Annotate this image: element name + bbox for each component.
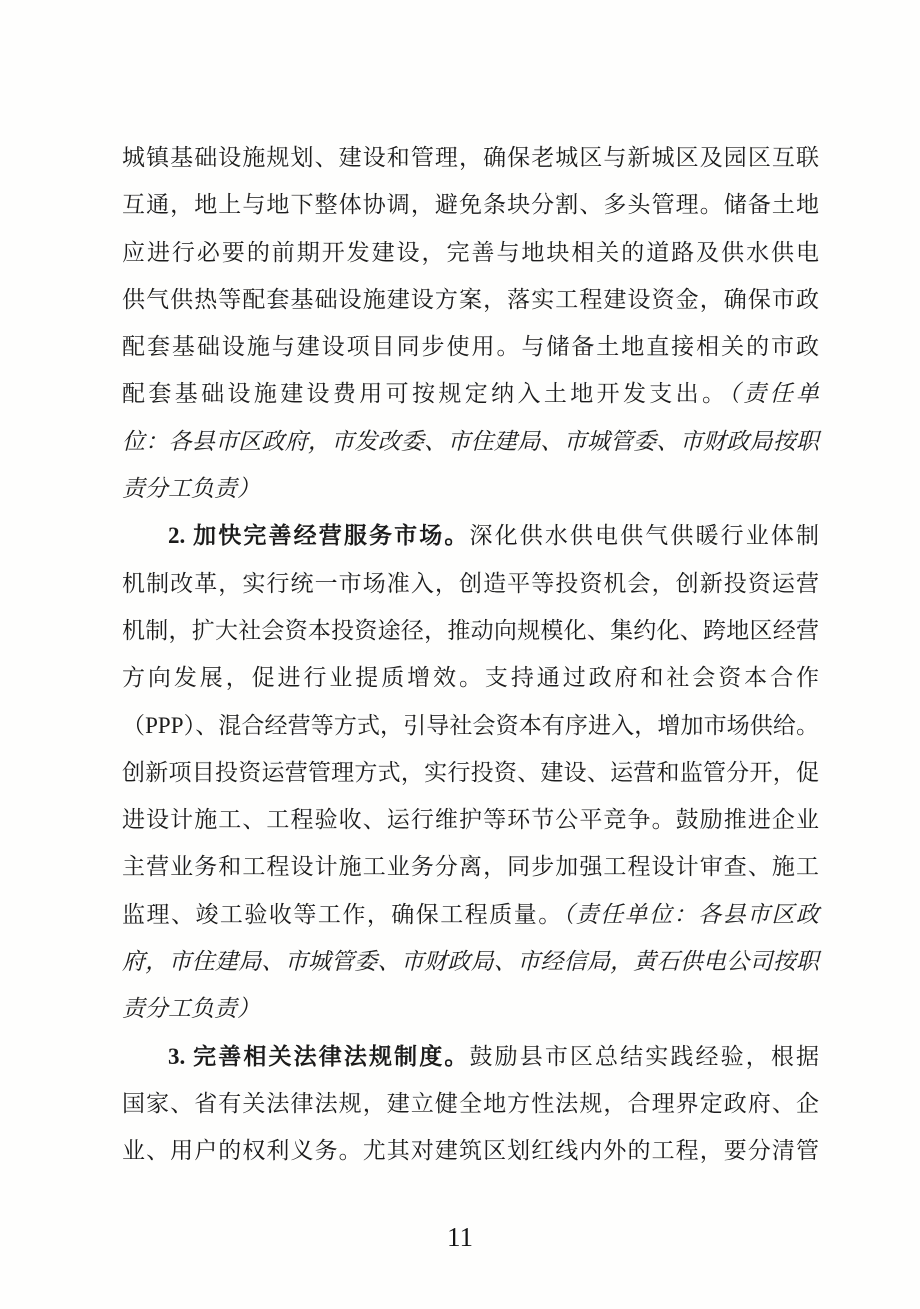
body-text: （PPP）、混合经营等方式，引导社会资本有序进入，增加市场供给。: [122, 712, 819, 738]
text-line: [122, 181, 819, 228]
text-line: [122, 229, 819, 276]
document-body: [122, 134, 819, 1175]
body-text: 主营业务和工程设计施工业务分离，同步加强工程设计审查、施工: [122, 854, 819, 880]
text-line: [122, 843, 819, 890]
responsibility-unit-text: （责任单: [728, 381, 820, 407]
responsibility-unit-text: （责任单位：各县市区政: [562, 901, 820, 927]
responsibility-unit-text: 府，市住建局、市城管委、市财政局、市经信局，黄石供电公司按职: [122, 949, 819, 975]
text-line: [122, 607, 819, 654]
body-text: 进设计施工、工程验收、运行维护等环节公平竞争。鼓励推进企业: [122, 807, 819, 833]
responsibility-unit-text: 位：各县市区政府，市发改委、市住建局、市城管委、市财政局按职: [122, 428, 819, 454]
body-text: 供气供热等配套基础设施建设方案，落实工程建设资金，确保市政: [122, 286, 819, 312]
responsibility-unit-text: 责分工负责）: [122, 996, 260, 1022]
body-text: 鼓励县市区总结实践经验，根据: [469, 1043, 820, 1069]
text-line: [122, 465, 819, 512]
text-line: [122, 370, 819, 417]
heading-text: 2. 加快完善经营服务市场。: [168, 523, 470, 549]
text-line: [122, 512, 819, 559]
text-line: [122, 323, 819, 370]
body-text: 应进行必要的前期开发建设，完善与地块相关的道路及供水供电: [122, 239, 819, 265]
text-line: [122, 938, 819, 985]
body-text: 业、用户的权利义务。尤其对建筑区划红线内外的工程，要分清管: [122, 1138, 819, 1164]
body-text: 方向发展，促进行业提质增效。支持通过政府和社会资本合作: [122, 665, 819, 691]
text-line: [122, 276, 819, 323]
body-text: 深化供水供电供气供暖行业体制: [469, 523, 820, 549]
text-line: [122, 1127, 819, 1174]
text-line: [122, 1033, 819, 1080]
text-line: [122, 749, 819, 796]
body-text: 互通，地上与地下整体协调，避免条块分割、多头管理。储备土地: [122, 192, 819, 218]
text-line: [122, 891, 819, 938]
body-text: 国家、省有关法律法规，建立健全地方性法规，合理界定政府、企: [122, 1090, 819, 1116]
body-text: 机制，扩大社会资本投资途径，推动向规模化、集约化、跨地区经营: [122, 617, 819, 643]
body-text: 监理、竣工验收等工作，确保工程质量。: [122, 901, 563, 927]
body-text: 配套基础设施与建设项目同步使用。与储备土地直接相关的市政: [122, 334, 819, 360]
page-number: 11: [447, 1222, 473, 1252]
text-line: [122, 134, 819, 181]
heading-text: 3. 完善相关法律法规制度。: [168, 1043, 470, 1069]
text-line: [122, 1080, 819, 1127]
text-line: [122, 702, 819, 749]
text-line: [122, 985, 819, 1032]
text-line: [122, 418, 819, 465]
responsibility-unit-text: 责分工负责）: [122, 476, 260, 502]
text-line: [122, 560, 819, 607]
body-text: 机制改革，实行统一市场准入，创造平等投资机会，创新投资运营: [122, 570, 819, 596]
body-text: 配套基础设施建设费用可按规定纳入土地开发支出。: [122, 381, 729, 407]
text-line: [122, 654, 819, 701]
body-text: 城镇基础设施规划、建设和管理，确保老城区与新城区及园区互联: [122, 145, 819, 170]
body-text: 创新项目投资运营管理方式，实行投资、建设、运营和监管分开，促: [122, 759, 819, 785]
text-line: [122, 796, 819, 843]
